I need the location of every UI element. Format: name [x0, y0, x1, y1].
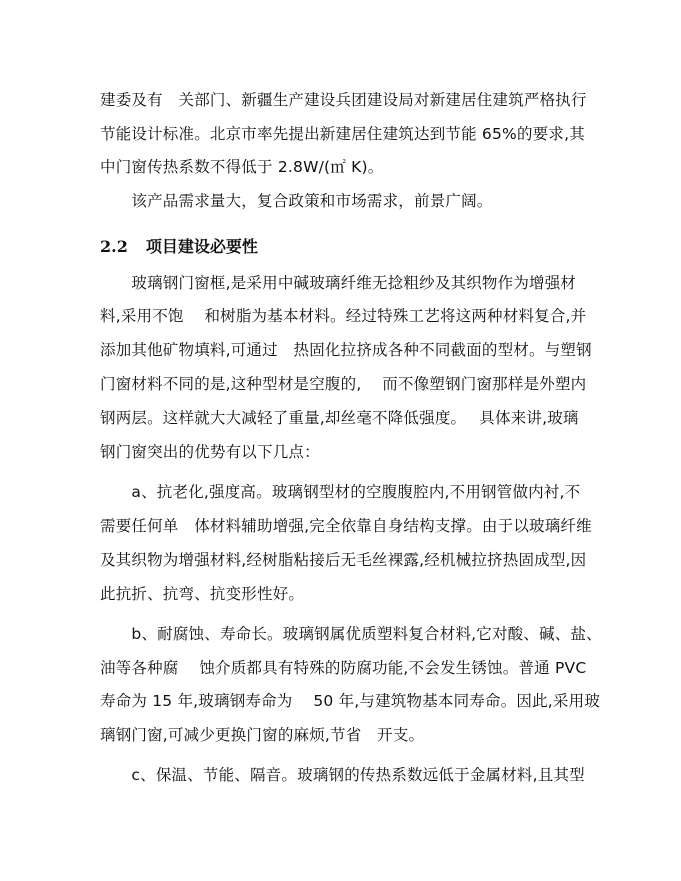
text-line: 及其织物为增强材料,经树脂粘接后无毛丝裸露,经机械拉挤热固成型,因 [100, 551, 587, 569]
text-line: 门窗材料不同的是,这种型材是空腹的, 而不像塑钢门窗那样是外塑内 [100, 375, 587, 393]
text-line: 需要任何单 体材料辅助增强,完全依靠自身结构支撑。由于以玻璃纤维 [100, 517, 592, 535]
text-line: 该产品需求量大，复合政策和市场需求，前景广阔。 [100, 192, 493, 210]
section-title: 项目建设必要性 [145, 237, 258, 256]
text-line: 节能设计标准。北京市率先提出新建居住建筑达到节能 65%的要求,其 [100, 125, 585, 143]
text-line: 料,采用不饱 和树脂为基本材料。经过特殊工艺将这两种材料复合,并 [100, 307, 587, 325]
text-line: 中门窗传热系数不得低于 2.8W/(㎡ K)。 [100, 158, 384, 176]
section-heading [100, 237, 258, 257]
text-line: 此抗折、抗弯、抗变形性好。 [100, 585, 305, 603]
text-line: a、抗老化,强度高。玻璃钢型材的空腹腹腔内,不用钢管做内衬,不 [100, 483, 581, 501]
text-line: 玻璃钢门窗框,是采用中碱玻璃纤维无捻粗纱及其织物作为增强材 [100, 274, 577, 292]
text-line: 钢两层。这样就大大减轻了重量,却丝毫不降低强度。 具体来讲,玻璃 [100, 409, 579, 427]
text-line: 钢门窗突出的优势有以下几点： [100, 443, 320, 461]
text-line: 油等各种腐 蚀介质都具有特殊的防腐功能,不会发生锈蚀。普通 PVC [100, 659, 587, 677]
text-line: 建委及有 关部门、新疆生产建设兵团建设局对新建居住建筑严格执行 [100, 91, 587, 109]
text-line: 添加其他矿物填料,可通过 热固化拉挤成各种不同截面的型材。与塑钢 [100, 341, 592, 359]
text-line: 寿命为 15 年,玻璃钢寿命为 50 年,与建筑物基本同寿命。因此,采用玻 [100, 692, 601, 710]
text-line: 璃钢门窗,可减少更换门窗的麻烦,节省 开支。 [100, 726, 425, 744]
text-line: b、耐腐蚀、寿命长。玻璃钢属优质塑料复合材料,它对酸、碱、盐、 [100, 625, 602, 643]
text-line: c、保温、节能、隔音。玻璃钢的传热系数远低于金属材料,且其型 [100, 766, 585, 784]
section-number: 2.2 [100, 237, 128, 256]
